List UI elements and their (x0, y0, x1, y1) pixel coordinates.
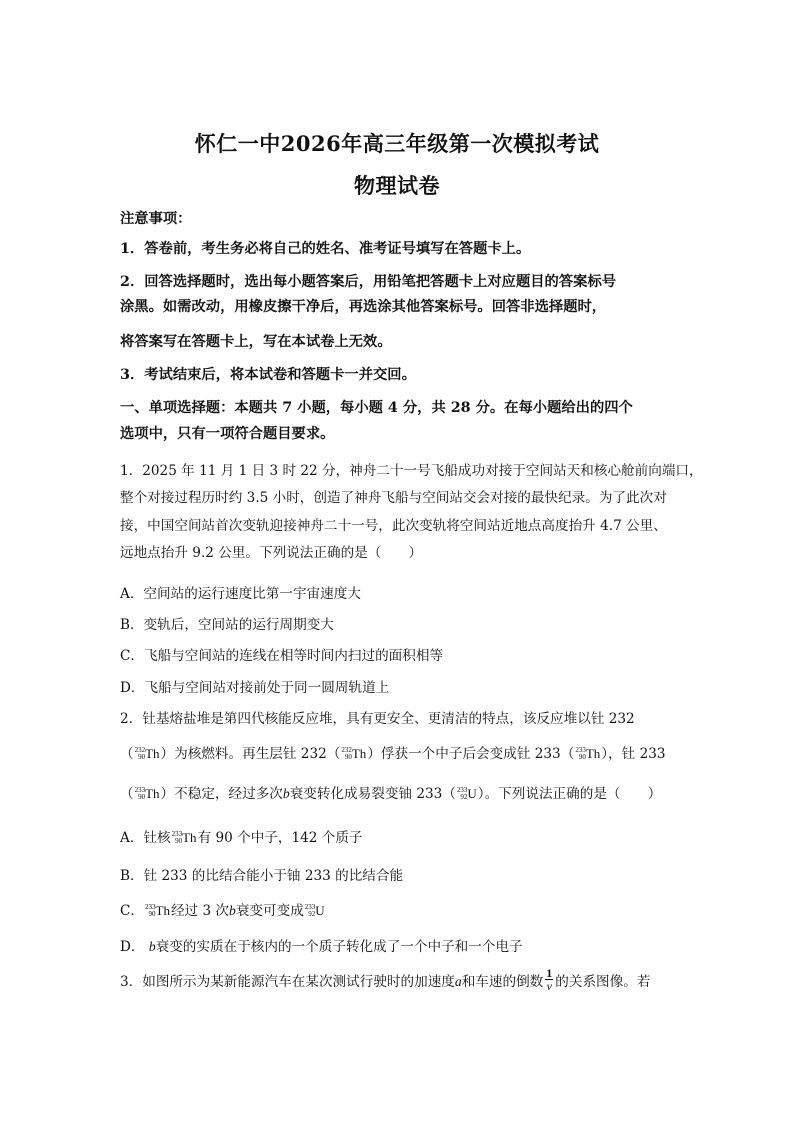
notice-item: 3．考试结束后，将本试卷和答题卡一并交回。 (120, 367, 416, 383)
exam-subject: 物理试卷 (354, 173, 440, 198)
question-1-stem: 1．2025 年 11 月 1 日 3 时 22 分，神舟二十一号飞船成功对接于空间站天和核心舱前向端口， (120, 463, 703, 479)
notice-heading: 注意事项： (120, 211, 192, 227)
nuclide-u233: 233 92 U (456, 786, 477, 801)
question-1-option-c: C．飞船与空间站的连线在相等时间内扫过的面积相等 (120, 648, 444, 664)
notice-item: 涂黑。如需改动，用橡皮擦干净后，再选涂其他答案标号。回答非选择题时， (120, 299, 607, 315)
beta-symbol: b (282, 786, 290, 801)
question-1-stem: 接，中国空间站首次变轨迎接神舟二十一号，此次变轨将空间站近地点高度抬升 4.7 公里、 (120, 518, 667, 534)
nuclide-u233: 233 92 U (304, 903, 325, 918)
section-heading: 选项中，只有一项符合题目要求。 (120, 426, 335, 442)
beta-symbol: b (148, 939, 156, 954)
notice-item: 1．答卷前，考生务必将自己的姓名、准考证号填写在答题卡上。 (120, 241, 531, 257)
question-1-option-b: B．变轨后，空间站的运行周期变大 (120, 617, 334, 633)
question-1-stem: 整个对接过程历时约 3.5 小时，创造了神舟飞船与空间站交会对接的最快纪录。为了此次对 (120, 490, 667, 506)
question-2-stem: 2．钍基熔盐堆是第四代核能反应堆，具有更安全、更清洁的特点，该反应堆以钍 232 (120, 711, 635, 727)
question-1-stem: 远地点抬升 9.2 公里。下列说法正确的是（ ） (120, 545, 423, 561)
section-heading: 一、单项选择题：本题共 7 小题，每小题 4 分，共 28 分。在每小题给出的四个 (120, 400, 633, 416)
question-1-option-a: A．空间站的运行速度比第一宇宙速度大 (120, 586, 361, 602)
beta-symbol: b (229, 903, 236, 918)
question-2-stem: （ 232 90 Th）为核燃料。再生层钍 232（ 232 90 Th）俘获一个中子后会变成钍 233（ 233 90 Th），钍 233 (120, 746, 666, 762)
nuclide-th232: 232 90 Th (134, 746, 160, 761)
question-2-option-d: D． b衰变的实质在于核内的一个质子转化成了一个中子和一个电子 (120, 939, 523, 955)
question-2-option-c: C． 233 90 Th经过 3 次b衰变可变成 233 92 U (120, 903, 325, 919)
reciprocal-speed-fraction: $\frac{1}{v}$ (546, 966, 553, 993)
nuclide-th233: 233 90 Th (171, 830, 197, 845)
acceleration-symbol: a (454, 974, 462, 989)
nuclide-th233: 233 90 Th (134, 786, 160, 801)
nuclide-th233: 233 90 Th (575, 746, 601, 761)
notice-item: 将答案写在答题卡上，写在本试卷上无效。 (120, 334, 392, 350)
notice-item: 2．回答选择题时，选出每小题答案后，用铅笔把答题卡上对应题目的答案标号 (120, 274, 617, 290)
question-1-option-d: D．飞船与空间站对接前处于同一圆周轨道上 (120, 680, 390, 696)
question-2-option-a: A．钍核 233 90 Th有 90 个中子，142 个质子 (120, 830, 363, 846)
nuclide-th232: 232 90 Th (341, 746, 367, 761)
question-3-stem: 3．如图所示为某新能源汽车在某次测试行驶时的加速度a和车速的倒数 $\frac{1}{v}$ 的关系图像。若 (120, 966, 651, 993)
exam-title: 怀仁一中2026年高三年级第一次模拟考试 (194, 131, 600, 156)
question-2-option-b: B．钍 233 的比结合能小于铀 233 的比结合能 (120, 868, 404, 884)
nuclide-th233: 233 90 Th (145, 903, 170, 918)
question-2-stem: （ 233 90 Th）不稳定，经过多次b衰变转化成易裂变铀 233（ 233 92 U）。下列说法正确的是（ ） (120, 786, 662, 802)
